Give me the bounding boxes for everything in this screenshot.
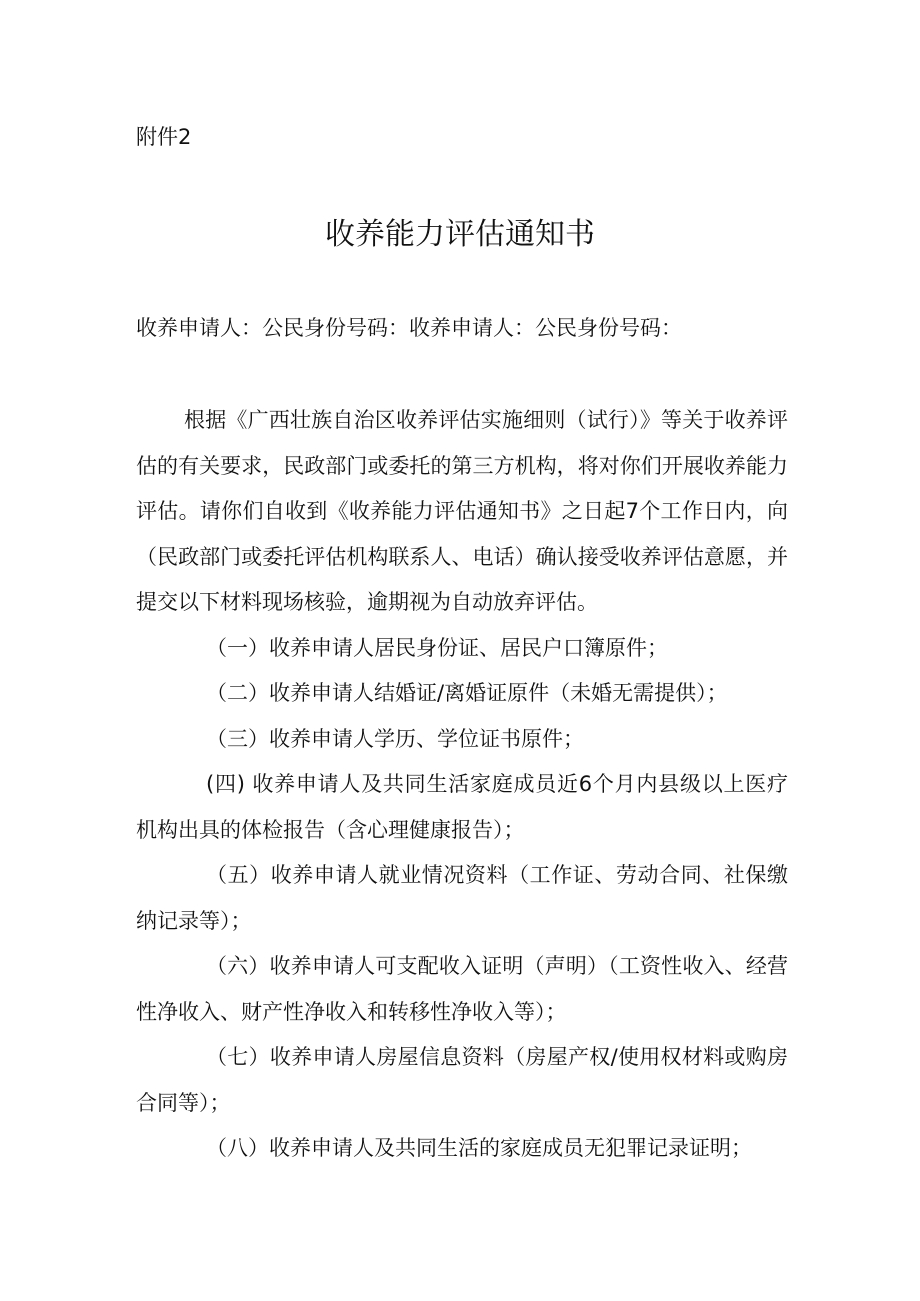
- material-item-5: （五）收养申请人就业情况资料（工作证、劳动合同、社保缴纳记录等）；: [136, 863, 788, 933]
- material-item-4: (四) 收养申请人及共同生活家庭成员近6个月内县级以上医疗机构出具的体检报告（含心理健康报告）；: [136, 772, 788, 842]
- material-item-3: （三）收养申请人学历、学位证书原件；: [206, 726, 584, 751]
- material-item-2: （二）收养申请人结婚证/离婚证原件（未婚无需提供）；: [206, 681, 728, 705]
- attachment-label: 附件2: [136, 125, 192, 149]
- material-item-6: （六）收养申请人可支配收入证明（声明）（工资性收入、经营性净收入、财产性净收入和转移性净收入等）；: [136, 954, 788, 1024]
- material-item-7: （七）收养申请人房屋信息资料（房屋产权/使用权材料或购房合同等）；: [136, 1045, 788, 1115]
- material-item-8: （八）收养申请人及共同生活的家庭成员无犯罪记录证明；: [206, 1136, 752, 1160]
- intro-paragraph: 根据《广西壮族自治区收养评估实施细则（试行）》等关于收养评估的有关要求，民政部门或委托的第三方机构，将对你们开展收养能力评估。请你们自收到《收养能力评估通知书》之日起7个工作日内，向（民政部门或委托评估机构联系人、电话）确认接受收养评估意愿，并提交以下材料现场核验，逾期视为自动放弃评估。: [136, 408, 788, 614]
- notice-body: [136, 398, 788, 1172]
- applicant-id-line: 收养申请人：公民身份号码：收养申请人：公民身份号码：: [136, 316, 682, 340]
- material-item-1: （一）收养申请人居民身份证、居民户口簿原件；: [206, 635, 668, 660]
- document-title: 收养能力评估通知书: [325, 217, 595, 252]
